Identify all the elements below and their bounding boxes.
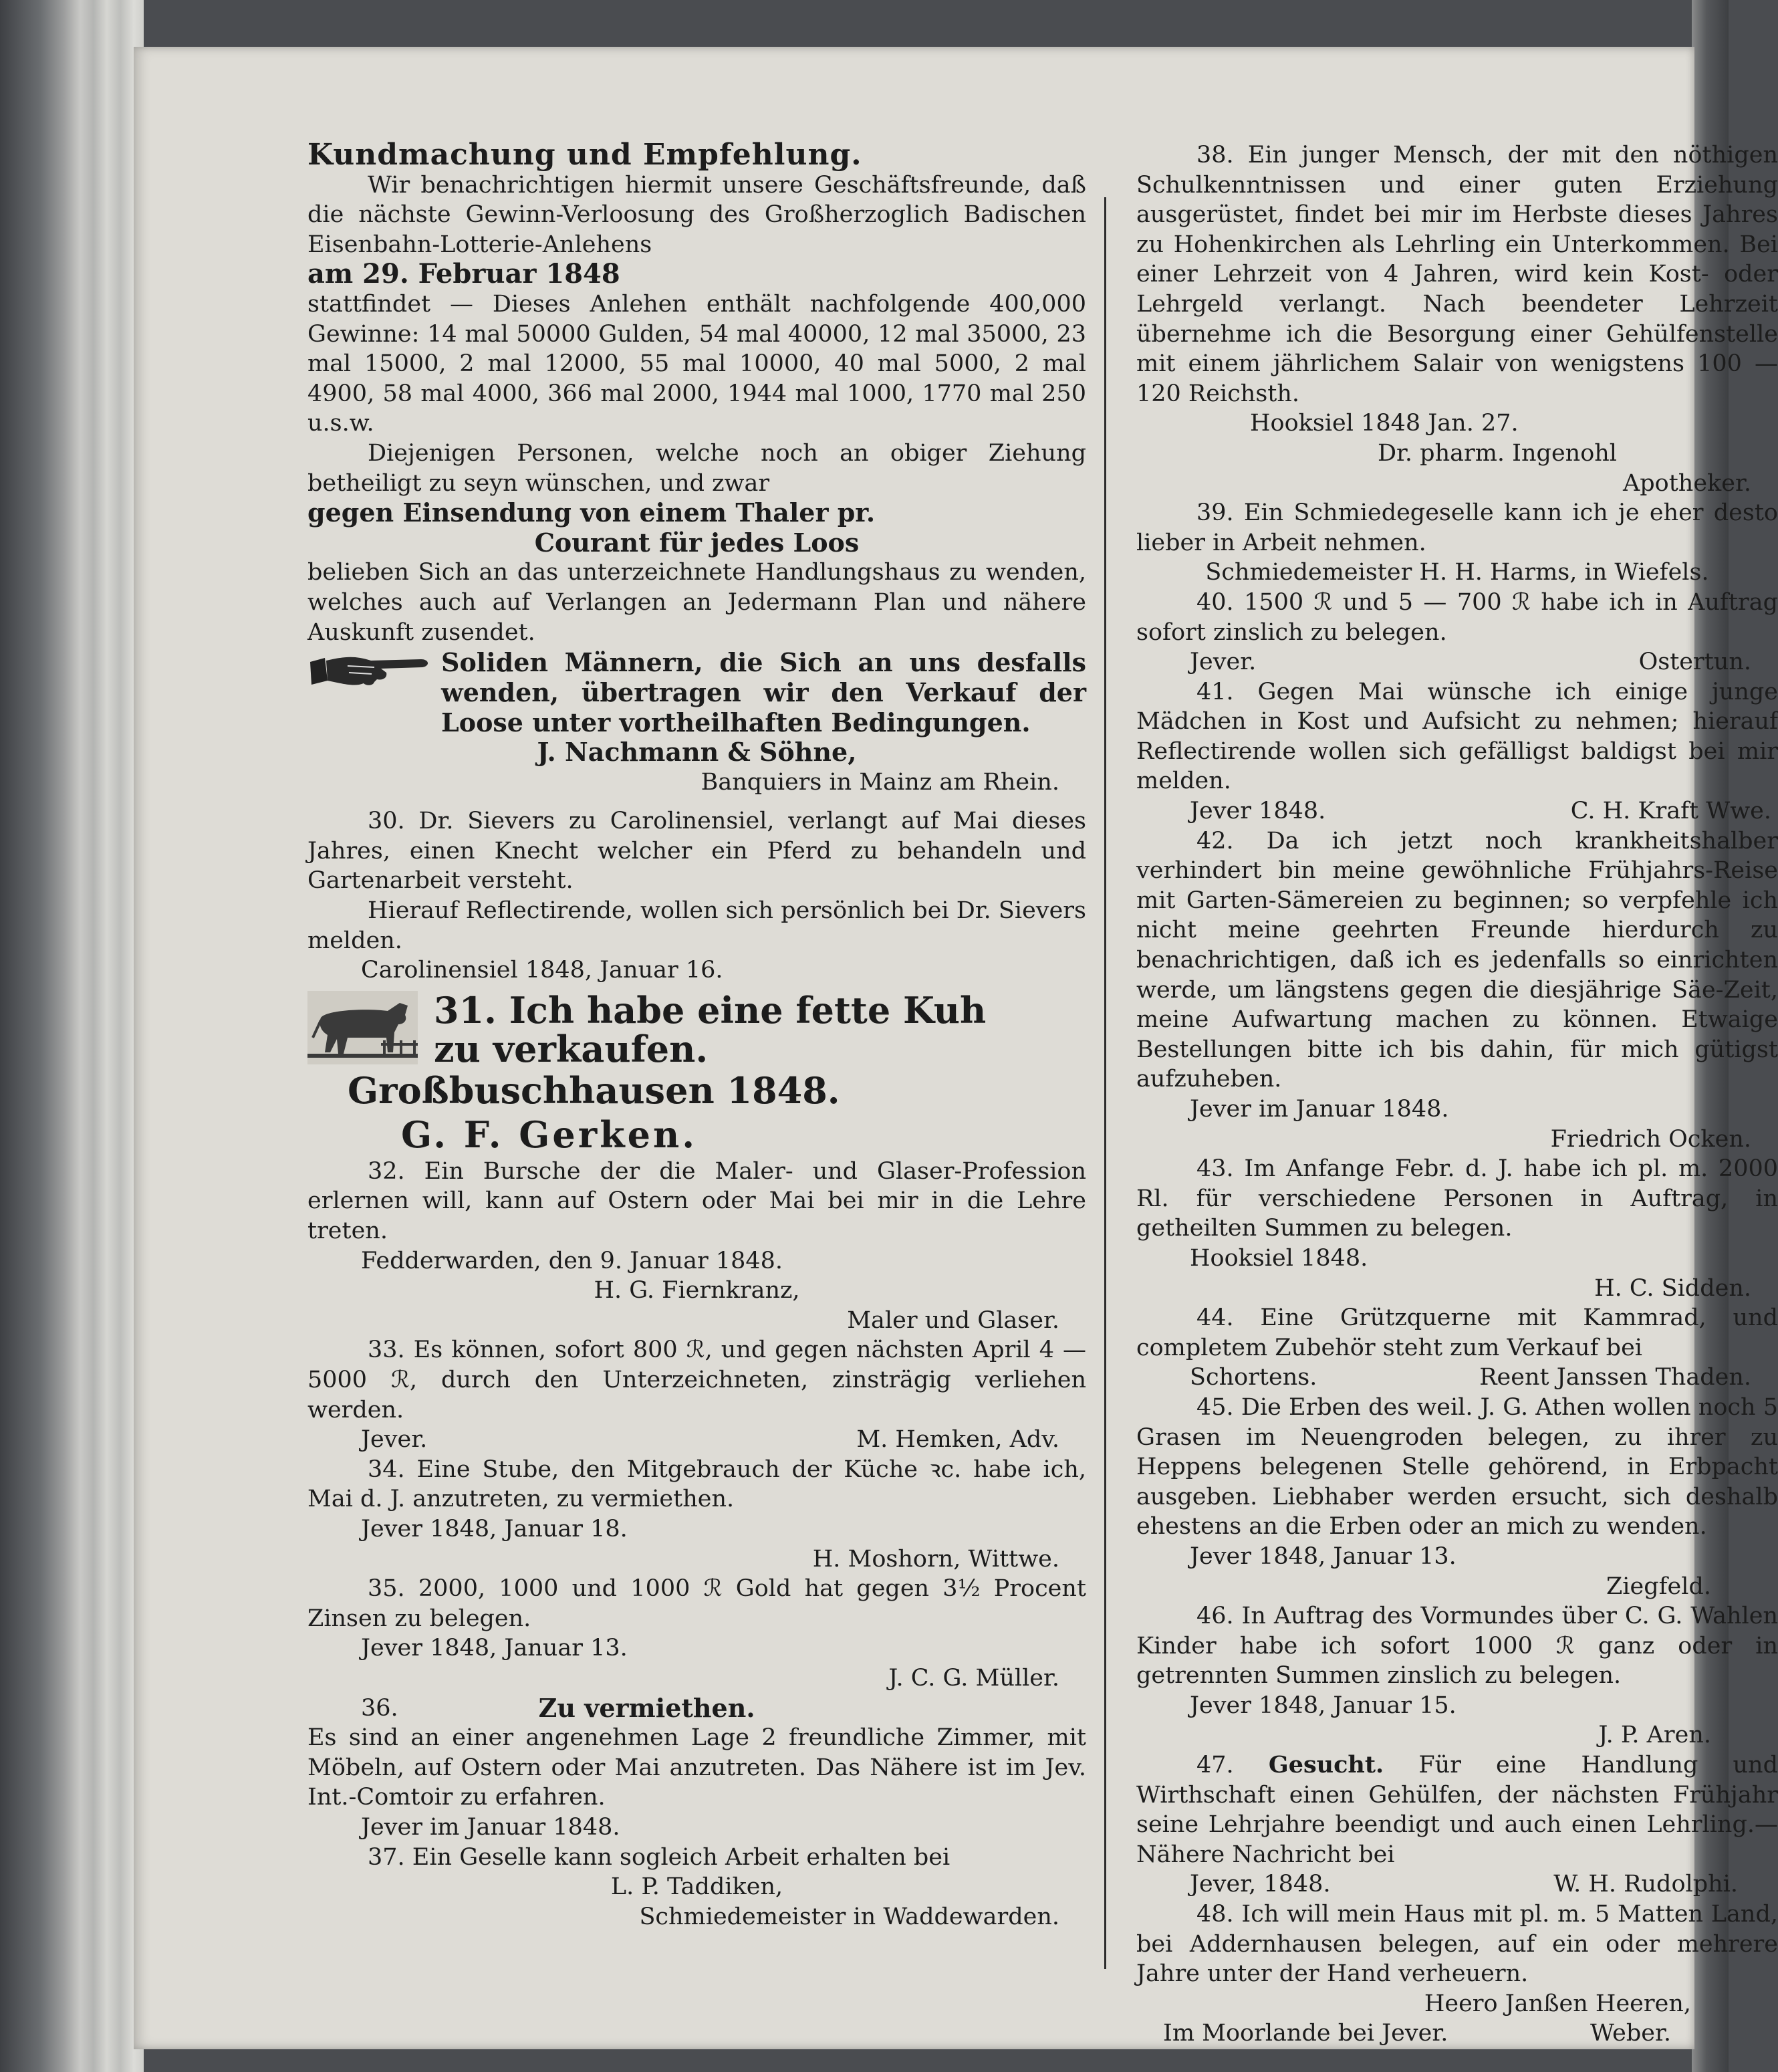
notice-40-place: Jever. (1190, 649, 1257, 676)
notice-36-title: Zu vermiethen. (538, 1692, 755, 1723)
notice-31-place: Großbuschhausen 1848. (348, 1068, 840, 1112)
notice-31-name: G. F. Gerken. (401, 1113, 698, 1156)
ad-bold-2: Courant für jedes Loos (534, 527, 860, 558)
notice-44-name: Reent Janssen Thaden. (1479, 1364, 1751, 1391)
notice-47-place: Jever, 1848. (1190, 1871, 1331, 1898)
notice-33-sign (307, 1425, 1086, 1455)
notice-41: 41. Gegen Mai wünsche ich einige junge Mädchen in Kost und Aufsicht zu nehmen; hierauf Reflectirende wollen sich gefälligst baldigst bei mir melden. (1136, 678, 1778, 795)
notice-35-place: Jever 1848, Januar 13. (361, 1635, 628, 1662)
notice-44: 44. Eine Grützquerne mit Kammrad, und completem Zubehör steht zum Verkauf bei (1136, 1304, 1778, 1361)
ad-body: stattfindet — Dieses Anlehen enthält nachfolgende 400,000 Gewinne: 14 mal 50000 Gulden, 54 mal 40000, 12 mal 35000, 23 mal 15000, 2 mal 12000, 55 mal 10000, 40 mal 5000, 2 mal 4900, 58 mal 4000, 366 mal 2000, 1944 mal 1000, 1770 mal 250 u.s.w. (307, 290, 1086, 437)
notice-36: Es sind an einer angenehmen Lage 2 freundliche Zimmer, mit Möbeln, auf Ostern oder Mai anzutreten. Das Nähere ist im Jev. Int.-Comtoir zu erfahren. (307, 1724, 1086, 1811)
notice-32-role: Maler und Glaser. (847, 1306, 1059, 1334)
notice-48: 48. Ich will mein Haus mit pl. m. 5 Matten Land, bei Addernhausen belegen, auf ein oder mehrere Jahre unter der Hand verheuern. (1136, 1901, 1778, 1988)
notice-31-line-a: 31. Ich habe eine fette Kuh (434, 988, 987, 1032)
notice-47-title: Gesucht. (1268, 1751, 1384, 1779)
ad-title: Kundmachung und Empfehlung. (307, 138, 862, 172)
notice-33: 33. Es können, sofort 800 ℛ, und gegen nächsten April 4 — 5000 ℛ, durch den Unterzeichneten, zinsträgig verliehen werden. (307, 1337, 1086, 1423)
notice-39: 39. Ein Schmiedegeselle kann ich je eher desto lieber in Arbeit nehmen. (1136, 499, 1778, 556)
notice-48-place: Im Moorlande bei Jever. (1163, 2020, 1448, 2047)
notice-34-name: H. Moshorn, Wittwe. (812, 1545, 1059, 1573)
notice-32: 32. Ein Bursche der die Maler- und Glaser-Profession erlernen will, kann auf Ostern oder Mai bei mir in die Lehre treten. (307, 1157, 1086, 1245)
notice-30-b: Hierauf Reflectirende, wollen sich persönlich bei Dr. Sievers melden. (307, 897, 1086, 954)
notice-46: 46. In Auftrag des Vormundes über C. G. Wahlen Kinder habe ich sofort 1000 ℛ ganz oder in getrennten Summen zinslich zu belegen. (1136, 1603, 1778, 1690)
notice-45-name: Ziegfeld. (1606, 1573, 1711, 1600)
notice-35: 35. 2000, 1000 und 1000 ℛ Gold hat gegen 3½ Procent Zinsen zu belegen. (307, 1575, 1086, 1632)
notice-46-place: Jever 1848, Januar 15. (1190, 1692, 1456, 1719)
notice-48-role: Weber. (1590, 2020, 1671, 2047)
notice-40-name: Ostertun. (1638, 649, 1751, 676)
notice-44-sign (1136, 1363, 1778, 1393)
notice-37: 37. Ein Geselle kann sogleich Arbeit erhalten bei (368, 1843, 950, 1871)
notice-37-name: L. P. Taddiken, (610, 1873, 783, 1901)
notice-38: 38. Ein junger Mensch, der mit den nöthigen Schulkenntnissen und einer guten Erziehung ausgerüstet, findet bei mir im Herbste dieses Jahres zu Hohenkirchen als Lehrling ein Unterkommen. Bei einer Lehrzeit von 4 Jahren, wird kein Kost- oder Lehrgeld verlangt. Nach beendeter Lehrzeit übernehme ich die Besorgung einer Gehülfenstelle mit einem jährlichem Salair von wenigstens 100 — 120 Reichsth. (1136, 142, 1778, 407)
notice-47-sign (1136, 1869, 1778, 1900)
notice-43-place: Hooksiel 1848. (1190, 1244, 1368, 1272)
notice-41-sign (1136, 796, 1778, 826)
notice-45: 45. Die Erben des weil. J. G. Athen wollen noch 5 Grasen im Neuengroden belegen, zu ihrer zu Heppens belegenen Stelle gehörend, in Erbpacht ausgeben. Liebhaber werden ersucht, sich deshalb ehestens an die Erben oder an mich zu wenden. (1136, 1393, 1778, 1540)
notice-32-place: Fedderwarden, den 9. Januar 1848. (361, 1247, 783, 1274)
notice-47-name: W. H. Rudolphi. (1553, 1871, 1738, 1898)
notice-44-place: Schortens. (1190, 1364, 1317, 1391)
notice-39-name: Schmiedemeister H. H. Harms, in Wiefels. (1205, 559, 1709, 586)
newspaper-page (134, 47, 1778, 2049)
ad-body-2: belieben Sich an das unterzeichnete Handlungshaus zu wenden, welches auch auf Verlangen an Jedermann Plan und nähere Auskunft zusendet. (307, 559, 1086, 646)
ad-hand-text: Soliden Männern, die Sich an uns desfalls wenden, übertragen wir den Verkauf der Loose unter vortheilhaften Bedingungen. (441, 647, 1086, 738)
pointing-hand-icon (307, 650, 434, 690)
notice-45-place: Jever 1848, Januar 13. (1190, 1542, 1456, 1570)
notice-37-role: Schmiedemeister in Waddewarden. (639, 1903, 1059, 1930)
book-edge (0, 0, 144, 2072)
notice-42-place: Jever im Januar 1848. (1190, 1096, 1449, 1123)
left-column (307, 140, 1086, 1932)
notice-42-name: Friedrich Ocken. (1550, 1125, 1751, 1153)
notice-31-line-b: zu verkaufen. (434, 1027, 709, 1070)
notice-48-sign (1136, 2019, 1778, 2049)
notice-43-name: H. C. Sidden. (1594, 1274, 1751, 1302)
notice-36-head (307, 1694, 1086, 1724)
ad-bold-1: gegen Einsendung von einem Thaler pr. (307, 497, 876, 528)
notice-38-name: Dr. pharm. Ingenohl (1377, 439, 1617, 467)
ad-firm: J. Nachmann & Söhne, (537, 737, 857, 768)
ad-firm-sub: Banquiers in Mainz am Rhein. (701, 768, 1059, 796)
notice-41-place: Jever 1848. (1190, 798, 1326, 825)
ad-hand-notice (307, 647, 1086, 737)
notice-47-body: Für eine Handlung und Wirthschaft einen Gehülfen, der nächsten Frühjahr seine Lehrjahre beendigt und auch einen Lehrling.— Nähere Nachricht bei (1136, 1752, 1778, 1868)
notice-35-name: J. C. G. Müller. (888, 1664, 1059, 1692)
notice-34: 34. Eine Stube, den Mitgebrauch der Küche ꝛc. habe ich, Mai d. J. anzutreten, zu vermiethen. (307, 1456, 1086, 1513)
column-divider (1104, 197, 1106, 1969)
notice-47-num: 47. (1196, 1752, 1234, 1779)
notice-31 (307, 988, 1086, 1070)
ad-persons: Diejenigen Personen, welche noch an obiger Ziehung betheiligt zu seyn wünschen, und zwar (307, 439, 1086, 497)
notice-32-name: H. G. Fiernkranz, (594, 1277, 800, 1304)
notice-34-place: Jever 1848, Januar 18. (361, 1515, 628, 1542)
notice-46-name: J. P. Aren. (1598, 1722, 1711, 1749)
notice-30-place: Carolinensiel 1848, Januar 16. (361, 957, 723, 984)
notice-36-num: 36. (361, 1694, 398, 1722)
notice-33-place: Jever. (361, 1426, 428, 1454)
notice-40-sign (1136, 647, 1778, 677)
notice-43: 43. Im Anfange Febr. d. J. habe ich pl. m. 2000 Rl. für verschiedene Personen in Auftrag, in getheilten Summen zu belegen. (1136, 1155, 1778, 1242)
notice-40: 40. 1500 ℛ und 5 — 700 ℛ habe ich in Auftrag sofort zinslich zu belegen. (1136, 588, 1778, 646)
notice-38-place: Hooksiel 1848 Jan. 27. (1250, 410, 1519, 437)
cow-icon (307, 991, 418, 1064)
notice-48-name: Heero Janßen Heeren, (1424, 1990, 1691, 2017)
ad-intro: Wir benachrichtigen hiermit unsere Geschäftsfreunde, daß die nächste Gewinn-Verloosung des Großherzoglich Badischen Eisenbahn-Lotterie-Anlehens (307, 171, 1086, 258)
notice-36-place: Jever im Januar 1848. (361, 1813, 620, 1841)
notice-47 (1136, 1750, 1778, 1869)
notice-41-name: C. H. Kraft Wwe. (1570, 798, 1771, 825)
right-column (1136, 140, 1778, 2049)
notice-33-name: M. Hemken, Adv. (856, 1426, 1059, 1454)
notice-30: 30. Dr. Sievers zu Carolinensiel, verlangt auf Mai dieses Jahres, einen Knecht welcher ein Pferd zu behandeln und Gartenarbeit versteht. (307, 808, 1086, 895)
ad-date: am 29. Februar 1848 (307, 258, 620, 290)
notice-42: 42. Da ich jetzt noch krankheitshalber verhindert bin meine gewöhnliche Frühjahrs-Reise mit Garten-Sämereien zu beginnen; so verpfehle ich nicht meine geehrten Freunde hierdurch zu benachrichtigen, daß ich es jedenfalls so einrichten werde, um längstens gegen die diesjährige Säe-Zeit, meine Aufwartung machen zu können. Etwaige Bestellungen bitte ich bis dahin, für mich gütigst aufzuheben. (1136, 827, 1778, 1093)
notice-38-role: Apotheker. (1622, 469, 1751, 497)
